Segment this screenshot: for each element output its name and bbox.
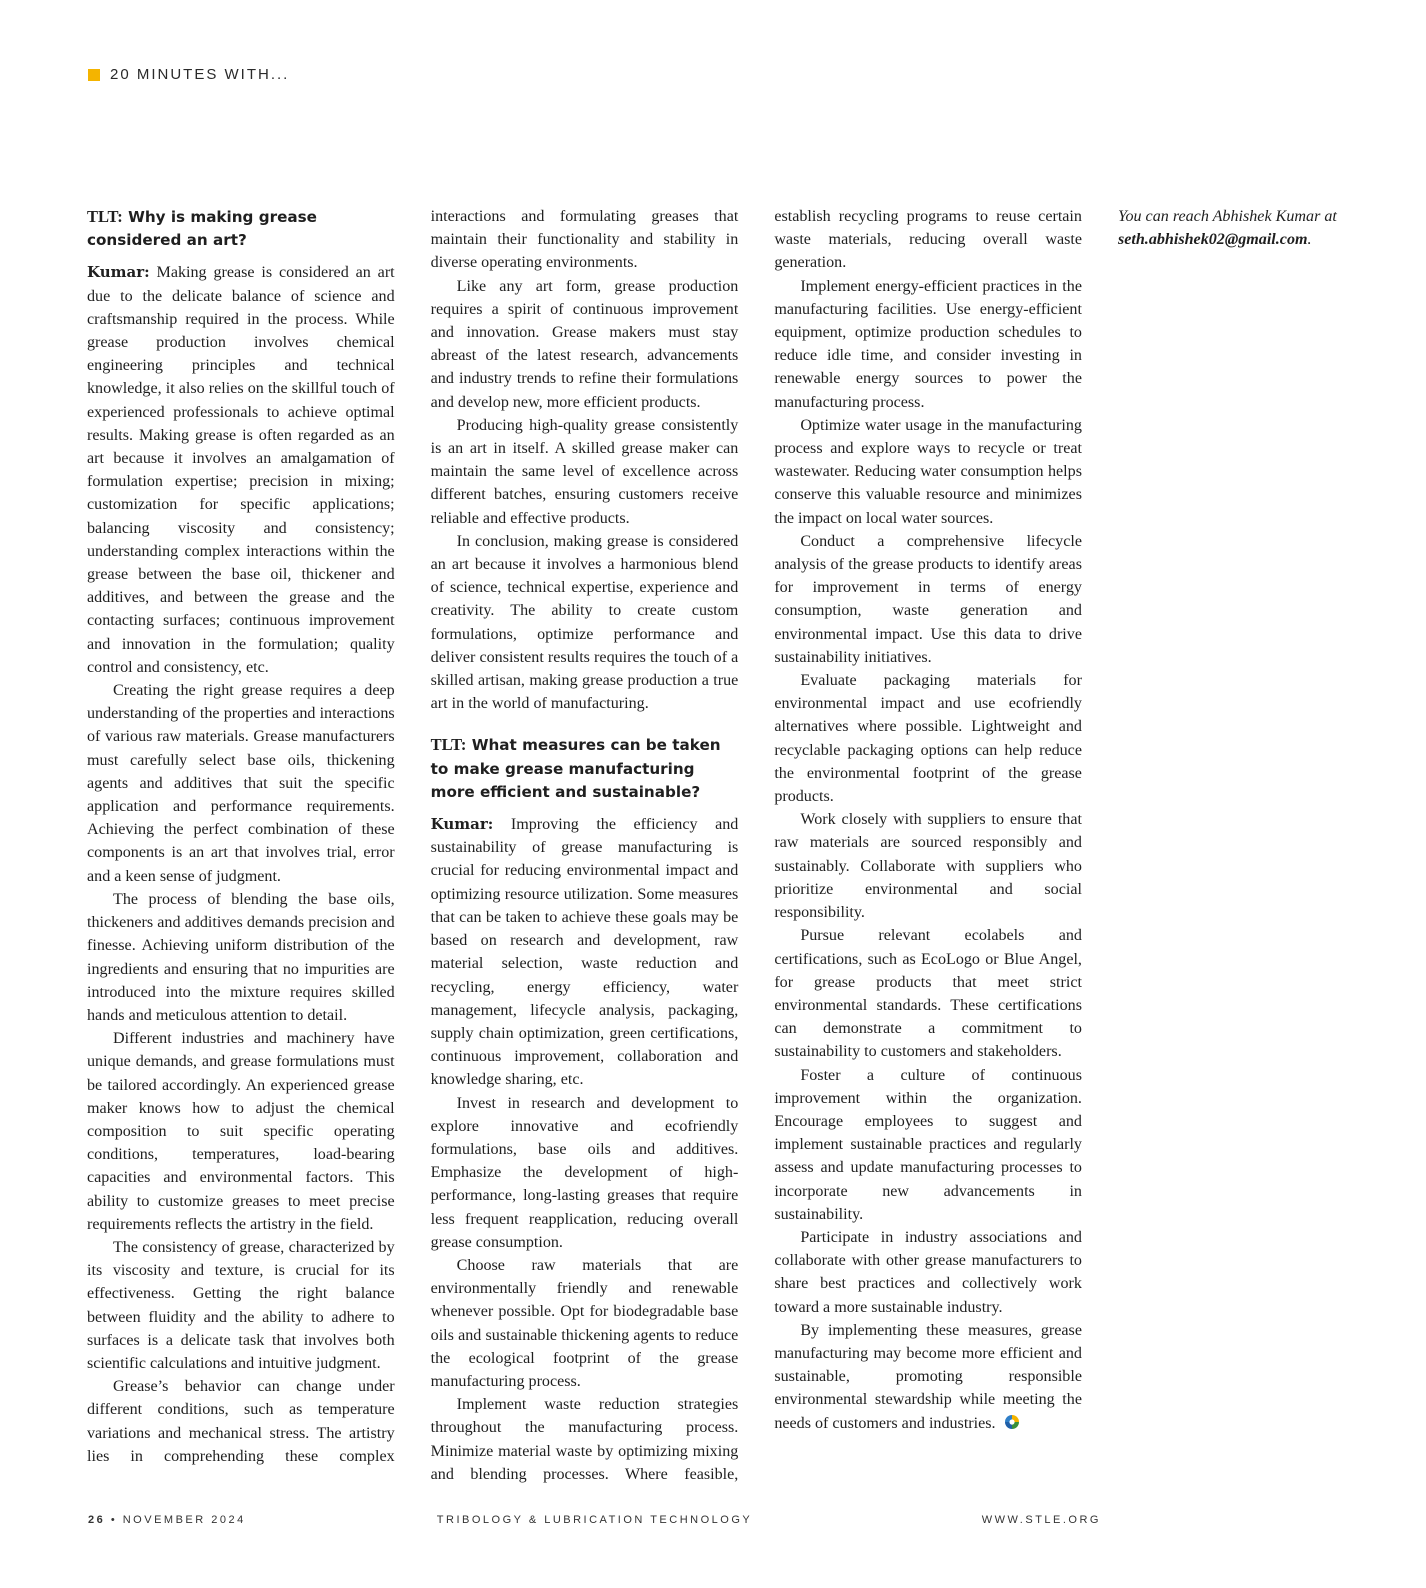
answer-text: Making grease is considered an art due to the delicate balance of science and craftsmanship required in the process. While grease production involves chemical engineering principles and technical knowledge, it also relies on the skillful touch of experienced professionals to achieve optimal results. Making grease is often regarded as an art because it involves an amalgamation of formulation expertise; precision in mixing; customization for specific applications; balancing viscosity and consistency; understanding complex interactions within the grease between the base oil, thickener and additives, and between the grease and the contacting surfaces; continuous improvement and innovation in the formulation; quality control and consistency, etc.	[87, 264, 395, 676]
paragraph: Implement energy-efficient practices in the manufacturing facilities. Use energy-efficient equipment, optimize production schedules to reduce idle time, and consider investing in renewable energy sources to power the manufacturing process.	[774, 277, 1082, 411]
question-2	[431, 733, 739, 804]
paragraph: In conclusion, making grease is considered an art because it involves a harmonious blend of science, technical expertise, experience and creativity. The ability to create custom formulations, optimize performance and deliver consistent results requires the touch of a skilled artisan, making grease production a true art in the world of manufacturing.	[430, 532, 739, 713]
paragraph: Grease’s behavior can change under different conditions, such as temperature variations and mechanical stress. The artistry lies in comprehending these complex interactions and formulating greases that maintain their functionality and stability in diverse operating environments.	[87, 208, 739, 1465]
final-paragraph	[774, 1319, 1082, 1435]
paragraph: Like any art form, grease production requires a spirit of continuous improvement and innovation. Grease makers must stay abreast of the latest research, advancements and industry trends to refine their formulations and develop new, more efficient products.	[430, 277, 739, 411]
question-text: What measures can be taken to make grease manufacturing more efficient and sustainable?	[430, 736, 721, 801]
paragraph: Different industries and machinery have unique demands, and grease formulations must be tailored accordingly. An experienced grease maker knows how to adjust the chemical composition to suit specific operating conditions, temperatures, load-bearing capacities and environmental factors. This ability to customize greases to meet precise requirements reflects the artistry in the field.	[87, 1030, 395, 1233]
paragraph: The consistency of grease, characterized by its viscosity and texture, is crucial for its effectiveness. Getting the right balance between fluidity and the ability to adhere to surfaces is a delicate task that involves both scientific calculations and intuitive judgment.	[87, 1238, 395, 1372]
paragraph: Optimize water usage in the manufacturing process and explore ways to recycle or treat wastewater. Reducing water consumption helps conserve this valuable resource and minimizes the impact on local water sources.	[774, 416, 1082, 527]
paragraph: Evaluate packaging materials for environmental impact and use ecofriendly alternatives where possible. Lightweight and recyclable packaging options can help reduce the environmental footprint of the grease products.	[774, 672, 1082, 806]
section-marker	[88, 69, 100, 81]
question-label: TLT:	[430, 735, 467, 755]
answer-1	[87, 261, 395, 679]
section-title: 20 MINUTES WITH...	[110, 66, 290, 83]
page-number: 26	[88, 1514, 106, 1526]
page-footer	[88, 1514, 1101, 1530]
paragraph: Pursue relevant ecolabels and certifications, such as EcoLogo or Blue Angel, for grease products that meet strict environmental standards. These certifications can demonstrate a commitment to sustainability to customers and stakeholders.	[774, 927, 1082, 1061]
speaker-label: Kumar:	[87, 263, 150, 282]
question-1	[87, 205, 395, 252]
contact-text: You can reach Abhishek Kumar at	[1117, 208, 1337, 225]
issue-date: NOVEMBER 2024	[122, 1514, 246, 1526]
contact-period: .	[1307, 231, 1312, 249]
paragraph: Conduct a comprehensive lifecycle analysis of the grease products to identify areas for improvement in terms of energy consumption, waste generation and environmental impact. Use this data to drive sustainability initiatives.	[774, 532, 1082, 666]
paragraph: Participate in industry associations and collaborate with other grease manufacturers to share best practices and collectively work toward a more sustainable industry.	[774, 1228, 1082, 1316]
final-paragraph-text: By implementing these measures, grease manufacturing may become more efficient and sustainable, promoting responsible environmental stewardship while meeting the needs of customers and industries.	[774, 1321, 1082, 1432]
paragraph: Work closely with suppliers to ensure that raw materials are sourced responsibly and sustainably. Collaborate with suppliers who prioritize environmental and social responsibility.	[774, 811, 1082, 922]
question-label: TLT:	[87, 207, 123, 226]
paragraph: Choose raw materials that are environmentally friendly and renewable whenever possible. Opt for biodegradable base oils and sustainable thickening agents to reduce the ecological footprint of the grease manufacturing process.	[430, 1256, 739, 1390]
paragraph: Creating the right grease requires a deep understanding of the properties and interactions of various raw materials. Grease manufacturers must carefully select base oils, thickening agents and additives that suit the specific application and performance requirements. Achieving the perfect combination of these components is an art that involves trial, error and a keen sense of judgment.	[87, 682, 395, 885]
website: WWW.STLE.ORG	[981, 1514, 1101, 1526]
paragraph: Producing high-quality grease consistently is an art in itself. A skilled grease maker can maintain the same level of excellence across different batches, ensuring customers receive reliable and effective products.	[430, 416, 739, 527]
paragraph: Implement waste reduction strategies throughout the manufacturing process. Minimize material waste by optimizing mixing and blending processes. Where feasible, establish recycling programs to reuse certain waste materials, reducing overall waste generation.	[430, 208, 1082, 1483]
speaker-label: Kumar:	[430, 815, 494, 834]
paragraph: Invest in research and development to explore innovative and ecofriendly formulations, base oils and additives. Emphasize the development of high-performance, long-lasting greases that require less frequent reapplication, reducing overall grease consumption.	[430, 1094, 739, 1251]
article-body	[87, 205, 1337, 1490]
answer-2	[431, 813, 739, 1091]
footer-separator: •	[110, 1514, 118, 1526]
section-header	[88, 66, 289, 83]
paragraph: Foster a culture of continuous improvement within the organization. Encourage employees to suggest and implement sustainable practices and regularly assess and update manufacturing processes to incorporate new advancements in sustainability.	[774, 1066, 1082, 1223]
publication-name: TRIBOLOGY & LUBRICATION TECHNOLOGY	[436, 1514, 753, 1526]
author-email[interactable]: seth.abhishek02@gmail.com	[1117, 231, 1308, 249]
stle-logo-icon	[1004, 1414, 1020, 1430]
answer-text: Improving the efficiency and sustainability of grease manufacturing is crucial for reducing environmental impact and optimizing resource utilization. Some measures that can be taken to achieve these goals may be based on research and development, raw material selection, waste reduction and recycling, energy efficiency, water management, lifecycle analysis, packaging, supply chain optimization, green certifications, continuous improvement, collaboration and knowledge sharing, etc.	[430, 816, 739, 1089]
paragraph: The process of blending the base oils, thickeners and additives demands precision and finesse. Achieving uniform distribution of the ingredients and ensuring that no impurities are introduced into the mixture requires skilled hands and meticulous attention to detail.	[87, 890, 395, 1024]
author-contact	[1118, 205, 1426, 251]
question-text: Why is making grease considered an art?	[87, 208, 317, 250]
